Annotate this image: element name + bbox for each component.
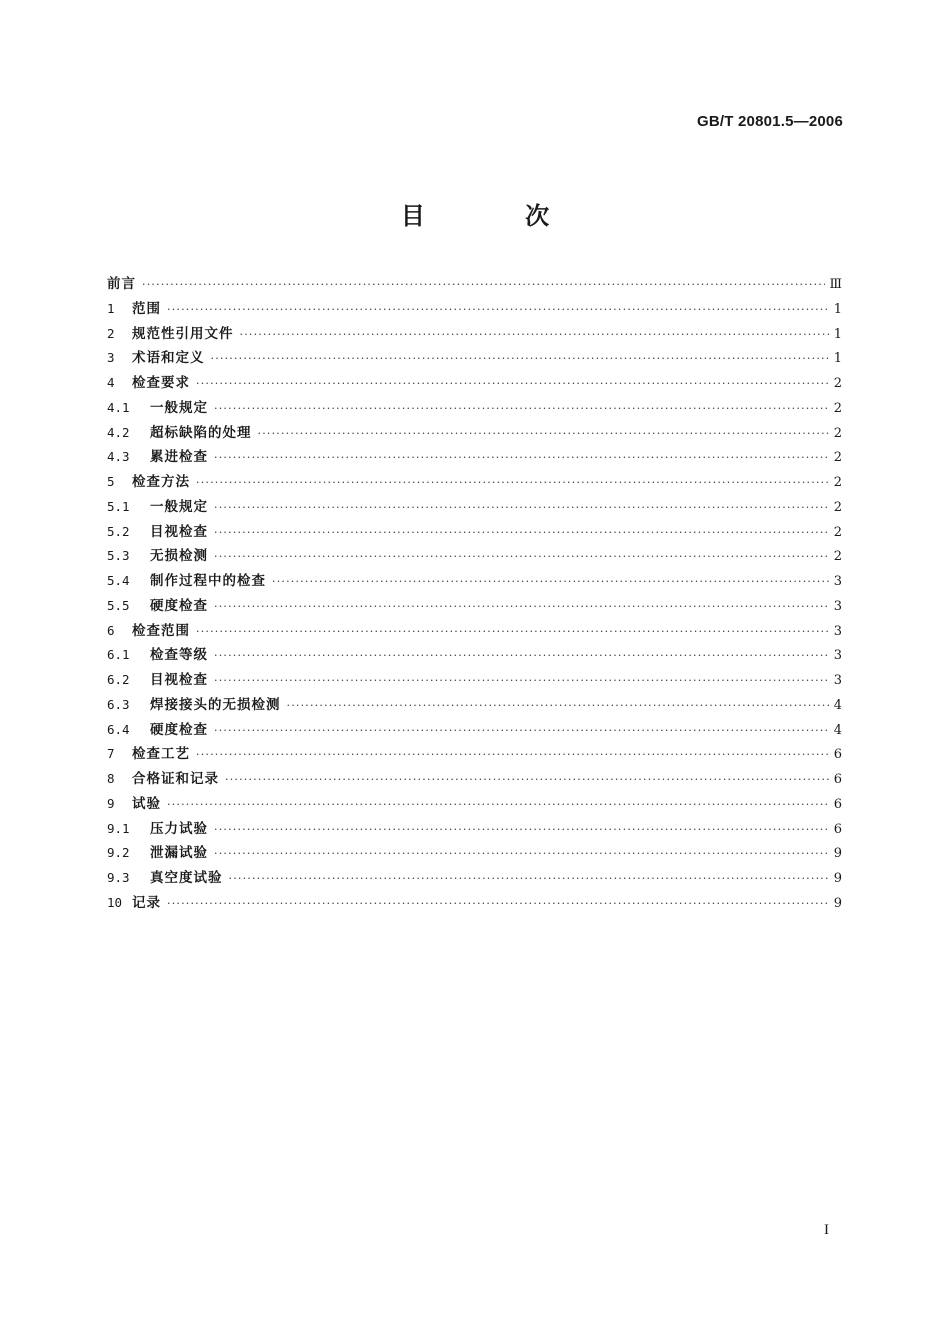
toc-entry-label: 规范性引用文件 — [132, 325, 234, 342]
toc-entry[interactable] — [107, 891, 842, 916]
toc-entry-number: 9.1 — [107, 820, 130, 836]
toc-entry-page: 9 — [833, 895, 842, 911]
toc-entry-page: 1 — [833, 301, 842, 317]
toc-dot-leader — [196, 377, 830, 390]
toc-entry-number: 9.3 — [107, 870, 130, 885]
toc-entry-number: 6 — [107, 622, 115, 638]
toc-dot-leader — [196, 748, 830, 761]
toc-entry-number: 4.3 — [107, 449, 130, 465]
toc-entry-label: 无损检测 — [150, 548, 208, 565]
toc-entry[interactable] — [107, 718, 842, 743]
toc-entry-page: 6 — [833, 821, 842, 837]
toc-dot-leader — [272, 575, 830, 588]
toc-entry-number: 7 — [107, 746, 115, 762]
toc-entry-number: 2 — [107, 325, 115, 341]
toc-entry-label: 检查工艺 — [132, 746, 190, 763]
toc-entry-page: 2 — [833, 475, 842, 490]
toc-dot-leader — [167, 798, 830, 811]
toc-entry-label: 焊接接头的无损检测 — [150, 696, 281, 713]
toc-entry[interactable] — [107, 817, 842, 842]
toc-entry[interactable] — [107, 445, 842, 470]
toc-entry-page: 3 — [833, 673, 842, 688]
toc-entry[interactable] — [107, 619, 842, 644]
toc-dot-leader — [214, 674, 830, 687]
toc-dot-leader — [214, 724, 830, 737]
toc-entry-label: 压力试验 — [150, 820, 208, 837]
toc-dot-leader — [229, 872, 830, 885]
toc-entry[interactable] — [107, 470, 842, 495]
toc-entry-number: 9 — [107, 795, 115, 811]
toc-entry-number: 4 — [107, 375, 115, 390]
toc-dot-leader — [214, 847, 830, 860]
toc-entry[interactable] — [107, 272, 842, 297]
toc-entry[interactable] — [107, 322, 842, 347]
toc-entry-page: 2 — [833, 450, 842, 466]
toc-dot-leader — [214, 402, 830, 415]
toc-entry-page: 3 — [833, 598, 842, 614]
toc-entry-number: 5.3 — [107, 548, 130, 564]
toc-dot-leader — [214, 823, 830, 836]
toc-entry-label: 术语和定义 — [132, 350, 205, 367]
toc-entry-page: 3 — [833, 574, 842, 589]
toc-entry-page: 2 — [833, 400, 842, 416]
toc-dot-leader — [167, 303, 830, 316]
page-number: I — [824, 1222, 829, 1238]
toc-dot-leader — [287, 699, 830, 712]
toc-dot-leader — [167, 897, 830, 910]
toc-entry-number: 5 — [107, 474, 115, 489]
toc-dot-leader — [240, 328, 830, 341]
toc-entry-page: 4 — [833, 722, 842, 738]
toc-entry-page: 2 — [833, 425, 842, 441]
toc-entry-label: 检查范围 — [132, 622, 190, 639]
toc-entry-page: 9 — [833, 871, 842, 886]
toc-dot-leader — [214, 600, 830, 613]
table-of-contents — [107, 272, 842, 916]
toc-entry[interactable] — [107, 693, 842, 718]
toc-dot-leader — [196, 476, 830, 489]
toc-entry[interactable] — [107, 520, 842, 545]
toc-entry[interactable] — [107, 346, 842, 371]
toc-entry-label: 范围 — [132, 300, 161, 317]
toc-entry-page: 9 — [833, 846, 842, 862]
toc-entry-label: 制作过程中的检查 — [150, 573, 266, 589]
toc-entry[interactable] — [107, 421, 842, 446]
toc-entry-page: 6 — [833, 772, 842, 787]
toc-entry[interactable] — [107, 668, 842, 693]
toc-entry[interactable] — [107, 569, 842, 594]
toc-entry[interactable] — [107, 594, 842, 619]
toc-entry-number: 3 — [107, 350, 115, 366]
toc-entry[interactable] — [107, 495, 842, 520]
toc-entry-number: 9.2 — [107, 845, 130, 861]
toc-entry-label: 目视检查 — [150, 523, 208, 540]
toc-entry-page: 2 — [833, 376, 842, 391]
toc-entry-page: 4 — [833, 697, 842, 713]
toc-entry-label: 检查等级 — [150, 647, 208, 664]
standard-number: GB/T 20801.5—2006 — [697, 113, 843, 130]
toc-entry-page: Ⅲ — [829, 277, 842, 292]
toc-entry[interactable] — [107, 841, 842, 866]
toc-entry[interactable] — [107, 742, 842, 767]
toc-entry-number: 5.4 — [107, 573, 130, 588]
toc-dot-leader — [214, 550, 830, 563]
toc-entry-number: 5.1 — [107, 498, 130, 514]
toc-entry-label: 检查要求 — [132, 375, 190, 391]
toc-entry-number: 4.1 — [107, 399, 130, 415]
toc-entry-label: 合格证和记录 — [132, 771, 219, 787]
toc-entry-number: 8 — [107, 771, 115, 786]
toc-entry[interactable] — [107, 371, 842, 396]
toc-entry[interactable] — [107, 767, 842, 792]
toc-dot-leader — [196, 625, 830, 638]
toc-entry-number: 6.4 — [107, 721, 130, 737]
toc-entry-page: 2 — [833, 549, 842, 565]
toc-dot-leader — [225, 773, 830, 786]
toc-entry[interactable] — [107, 396, 842, 421]
toc-entry-number: 6.3 — [107, 696, 130, 712]
toc-dot-leader — [211, 352, 830, 365]
toc-dot-leader — [214, 526, 830, 539]
toc-entry-number: 6.1 — [107, 647, 130, 663]
toc-entry-label: 目视检查 — [150, 672, 208, 688]
toc-entry-page: 3 — [833, 623, 842, 639]
toc-entry-label: 硬度检查 — [150, 721, 208, 738]
toc-entry-label: 泄漏试验 — [150, 845, 208, 862]
toc-dot-leader — [214, 451, 830, 464]
toc-entry-label: 试验 — [132, 795, 161, 812]
toc-entry-label: 硬度检查 — [150, 597, 208, 614]
toc-entry-page: 6 — [833, 796, 842, 812]
toc-entry[interactable] — [107, 866, 842, 891]
toc-entry-label: 一般规定 — [150, 498, 208, 515]
toc-entry-number: 5.5 — [107, 597, 130, 613]
toc-entry[interactable] — [107, 544, 842, 569]
toc-entry-number: 1 — [107, 300, 115, 316]
toc-dot-leader — [142, 278, 825, 291]
toc-entry-label: 检查方法 — [132, 474, 190, 490]
toc-entry-page: 6 — [833, 747, 842, 763]
toc-title: 目 次 — [400, 202, 596, 230]
toc-entry-label: 超标缺陷的处理 — [150, 424, 252, 441]
toc-entry-label: 累进检查 — [150, 449, 208, 466]
toc-entry-number: 6.2 — [107, 672, 130, 687]
toc-dot-leader — [214, 501, 830, 514]
toc-entry-page: 1 — [833, 351, 842, 367]
toc-entry[interactable] — [107, 297, 842, 322]
toc-dot-leader — [258, 427, 830, 440]
toc-entry-page: 1 — [833, 326, 842, 342]
toc-entry-number: 10 — [107, 894, 123, 910]
toc-entry-label: 前言 — [107, 276, 136, 292]
toc-entry-label: 真空度试验 — [150, 870, 223, 886]
toc-entry-page: 3 — [833, 648, 842, 664]
toc-entry-label: 一般规定 — [150, 399, 208, 416]
toc-entry-number: 5.2 — [107, 523, 130, 539]
toc-entry[interactable] — [107, 643, 842, 668]
toc-entry[interactable] — [107, 792, 842, 817]
toc-entry-label: 记录 — [132, 894, 161, 911]
toc-entry-page: 2 — [833, 499, 842, 515]
toc-dot-leader — [214, 649, 830, 662]
toc-entry-number: 4.2 — [107, 424, 130, 440]
toc-entry-page: 2 — [833, 524, 842, 540]
